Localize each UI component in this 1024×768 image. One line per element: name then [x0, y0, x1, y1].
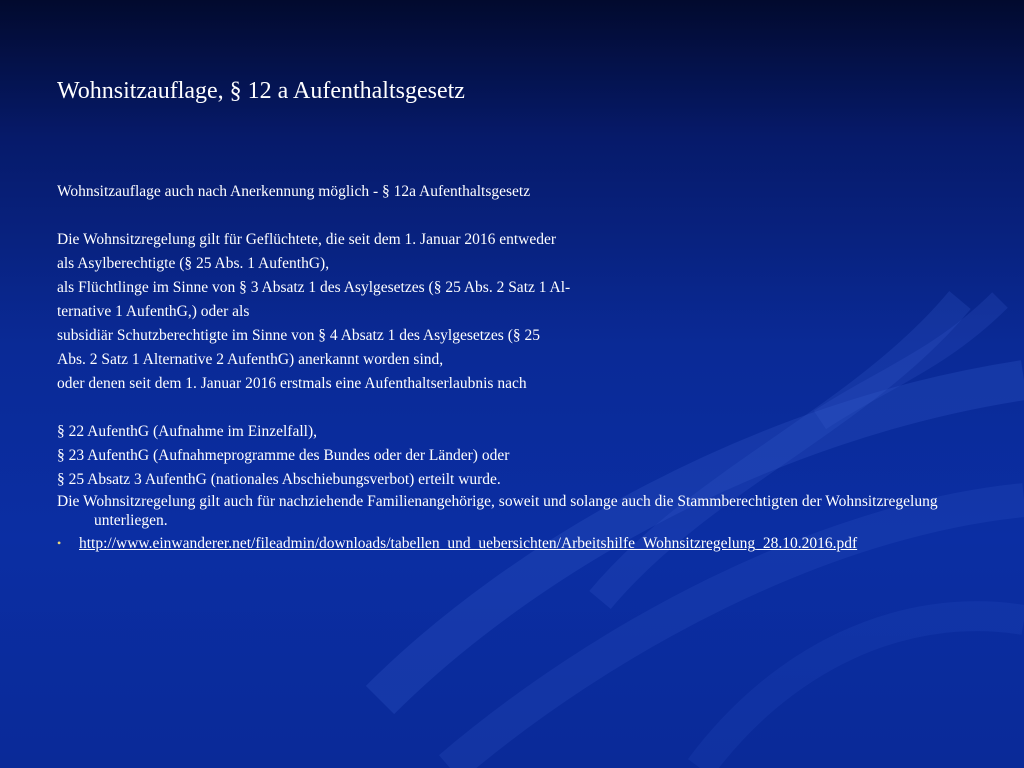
para1-line: oder denen seit dem 1. Januar 2016 erstmals eine Aufenthaltserlaubnis nach: [57, 375, 527, 392]
slide-body: [57, 180, 977, 553]
slide-title: Wohnsitzauflage, § 12 a Aufenthaltsgesetz: [57, 78, 465, 104]
para1-line: als Flüchtlinge im Sinne von § 3 Absatz 1 des Asylgesetzes (§ 25 Abs. 2 Satz 1 Al-: [57, 279, 571, 296]
para1-line: Die Wohnsitzregelung gilt für Geflüchtete, die seit dem 1. Januar 2016 entweder: [57, 231, 557, 248]
spacer: [57, 204, 977, 228]
list-line: § 25 Absatz 3 AufenthG (nationales Abschiebungsverbot) erteilt wurde.: [57, 471, 501, 488]
intro-line: Wohnsitzauflage auch nach Anerkennung möglich - § 12a Aufenthaltsgesetz: [57, 183, 531, 200]
para1-line: ternative 1 AufenthG,) oder als: [57, 303, 250, 320]
spacer: [57, 396, 977, 420]
bullet-icon: •: [57, 536, 62, 550]
para1-line: subsidiär Schutzberechtigte im Sinne von § 4 Absatz 1 des Asylgesetzes (§ 25: [57, 327, 540, 344]
para1-line: als Asylberechtigte (§ 25 Abs. 1 AufenthG),: [57, 255, 330, 272]
reference-link[interactable]: http://www.einwanderer.net/fileadmin/downloads/tabellen_und_uebersichten/Arbeitshilfe_Wohnsitzregelung_28.10.2016.pdf: [79, 535, 858, 552]
list-line: § 23 AufenthG (Aufnahmeprogramme des Bundes oder der Länder) oder: [57, 447, 510, 464]
list-line: § 22 AufenthG (Aufnahme im Einzelfall),: [57, 423, 317, 440]
para1-line: Abs. 2 Satz 1 Alternative 2 AufenthG) anerkannt worden sind,: [57, 351, 444, 368]
link-bullet-item: [57, 534, 977, 553]
family-note: Die Wohnsitzregelung gilt auch für nachziehende Familienangehörige, soweit und solange auch die Stammberechtigten der Wohnsitzregelung unterliegen.: [57, 493, 938, 529]
